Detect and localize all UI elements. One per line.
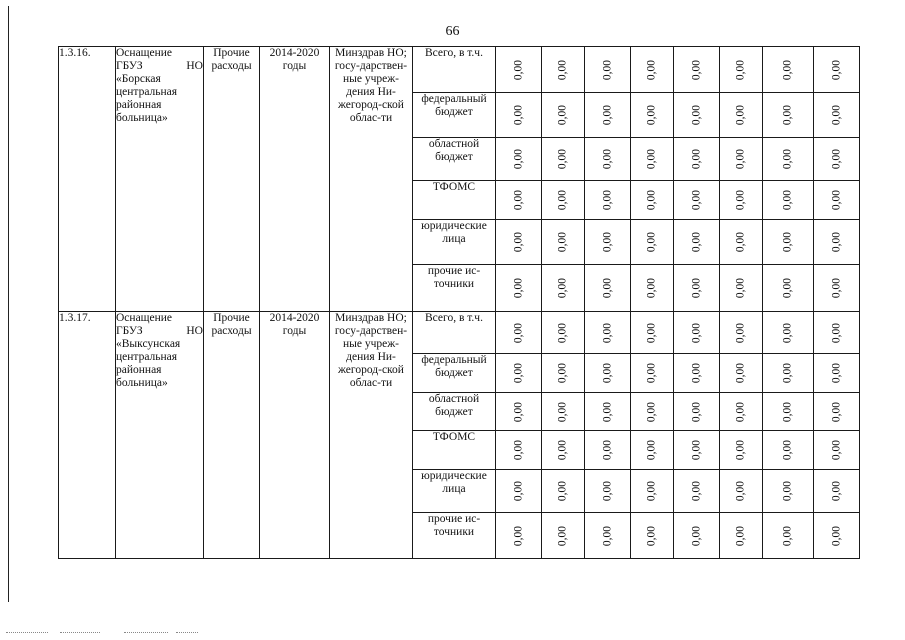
value-text: 0,00 [734,480,747,502]
value-cell [763,220,814,265]
value-text: 0,00 [601,362,613,384]
item-code-text: 1.3.16. [59,47,91,59]
value-text: 0,00 [645,104,658,126]
value-text: 0,00 [645,189,658,211]
years-period-text: 2014-2020 годы [269,312,320,337]
value-text: 0,00 [645,231,658,253]
funding-source [413,138,496,181]
value-text: 0,00 [601,525,613,546]
page-number: 66 [445,24,460,39]
value-cell [814,513,860,559]
value-cell [496,470,542,513]
value-cell [631,513,674,559]
value-text: 0,00 [690,277,702,299]
value-text: 0,00 [512,362,524,384]
value-cell [763,354,814,393]
value-cell [814,181,860,220]
value-text: 0,00 [601,439,613,461]
value-cell [720,431,763,470]
value-cell [585,93,631,138]
expense-type [204,312,260,559]
value-text: 0,00 [645,401,658,422]
item-name-line2-left: ГБУЗ [116,60,143,72]
value-text: 0,00 [556,59,569,80]
value-cell [631,312,674,354]
funding-source-label: областной бюджет [428,138,480,163]
value-text: 0,00 [645,439,658,461]
value-text: 0,00 [601,189,613,211]
value-text: 0,00 [781,231,794,253]
value-text: 0,00 [556,104,569,126]
value-cell [720,93,763,138]
value-cell [542,431,585,470]
value-text: 0,00 [556,189,569,211]
funding-source [413,393,496,431]
item-name [116,47,204,312]
value-text: 0,00 [512,231,524,253]
value-cell [585,181,631,220]
value-text: 0,00 [645,148,658,170]
value-cell [720,513,763,559]
value-text: 0,00 [512,104,524,126]
budget-table [58,46,860,559]
value-cell [542,265,585,312]
expense-type-text: Прочие расходы [211,47,252,72]
value-text: 0,00 [601,59,613,80]
value-text: 0,00 [645,59,658,80]
value-cell [720,354,763,393]
value-text: 0,00 [830,401,842,422]
value-text: 0,00 [734,148,747,170]
value-text: 0,00 [512,277,524,299]
value-cell [631,181,674,220]
value-text: 0,00 [781,362,794,384]
value-text: 0,00 [830,59,842,80]
value-text: 0,00 [734,189,747,211]
value-cell [631,470,674,513]
value-text: 0,00 [601,148,613,170]
funding-source [413,47,496,93]
years-period [260,47,330,312]
funding-source [413,470,496,513]
value-text: 0,00 [645,277,658,299]
value-cell [631,431,674,470]
value-text: 0,00 [690,362,702,384]
value-cell [585,138,631,181]
value-text: 0,00 [690,189,702,211]
item-code [59,47,116,312]
funding-source-label: прочие ис-точники [427,513,481,538]
value-text: 0,00 [830,231,842,253]
value-cell [496,312,542,354]
value-cell [496,93,542,138]
value-cell [631,354,674,393]
value-text: 0,00 [734,104,747,126]
left-margin-rule [8,6,9,602]
funding-source [413,93,496,138]
executor [330,47,413,312]
funding-source-label: прочие ис-точники [427,265,481,290]
value-text: 0,00 [734,401,747,422]
value-text: 0,00 [556,439,569,461]
value-text: 0,00 [830,439,842,461]
funding-source-label: юридические лица [421,220,487,245]
item-code-text: 1.3.17. [59,312,91,324]
value-text: 0,00 [645,480,658,502]
funding-source-label: федеральный бюджет [421,354,487,379]
funding-source [413,220,496,265]
value-cell [674,93,720,138]
value-cell [763,47,814,93]
value-cell [814,265,860,312]
value-cell [814,354,860,393]
value-cell [814,220,860,265]
value-cell [542,393,585,431]
value-cell [585,393,631,431]
value-cell [585,312,631,354]
value-text: 0,00 [690,59,702,80]
value-text: 0,00 [645,322,658,343]
funding-source-label: областной бюджет [428,393,480,418]
value-cell [631,393,674,431]
value-text: 0,00 [734,59,747,80]
value-cell [674,354,720,393]
value-cell [720,265,763,312]
executor-text: Минздрав НО; госу-дарствен-ные учреж-дения Ни-жегород-ской облас-ти [334,47,408,124]
value-cell [763,93,814,138]
value-cell [814,312,860,354]
value-text: 0,00 [734,439,747,461]
funding-source [413,513,496,559]
value-cell [763,470,814,513]
item-name-rest: «Борская центральная районная больница» [116,73,178,124]
funding-source [413,431,496,470]
value-text: 0,00 [645,525,658,546]
value-cell [496,47,542,93]
value-text: 0,00 [781,480,794,502]
value-cell [674,181,720,220]
funding-source [413,265,496,312]
value-cell [674,513,720,559]
value-cell [720,393,763,431]
value-cell [763,312,814,354]
value-text: 0,00 [734,231,747,253]
value-text: 0,00 [690,148,702,170]
value-text: 0,00 [512,525,524,546]
value-text: 0,00 [601,231,613,253]
value-text: 0,00 [781,277,794,299]
value-text: 0,00 [556,480,569,502]
value-cell [720,138,763,181]
expense-type-text: Прочие расходы [211,312,252,337]
value-text: 0,00 [830,362,842,384]
funding-source-label: федеральный бюджет [421,93,487,118]
value-cell [763,265,814,312]
item-name-line2-right: НО [186,60,203,72]
value-cell [496,354,542,393]
value-cell [496,265,542,312]
value-text: 0,00 [781,439,794,461]
value-text: 0,00 [512,401,524,422]
value-text: 0,00 [830,480,842,502]
value-text: 0,00 [556,525,569,546]
value-cell [542,220,585,265]
value-cell [542,93,585,138]
value-cell [496,393,542,431]
value-text: 0,00 [830,277,842,299]
value-text: 0,00 [512,439,524,461]
value-text: 0,00 [734,277,747,299]
footer-dotted-line [60,632,100,633]
value-text: 0,00 [645,362,658,384]
value-cell [763,393,814,431]
item-name-rest: «Выксунская центральная районная больница» [116,338,181,389]
value-text: 0,00 [601,401,613,422]
value-text: 0,00 [601,104,613,126]
value-cell [814,431,860,470]
value-text: 0,00 [830,104,842,126]
value-text: 0,00 [556,277,569,299]
value-text: 0,00 [781,189,794,211]
value-cell [631,265,674,312]
value-cell [814,138,860,181]
executor-text: Минздрав НО; госу-дарствен-ные учреж-дения Ни-жегород-ской облас-ти [334,312,408,389]
item-code [59,312,116,559]
value-cell [674,431,720,470]
value-cell [720,312,763,354]
value-cell [585,265,631,312]
table-row [59,312,860,354]
table-row [59,47,860,93]
value-cell [674,138,720,181]
footer-dotted-line [6,632,48,633]
value-text: 0,00 [781,148,794,170]
value-cell [720,181,763,220]
value-cell [674,312,720,354]
value-text: 0,00 [556,231,569,253]
value-text: 0,00 [512,322,524,343]
value-cell [763,138,814,181]
value-cell [496,220,542,265]
value-cell [585,220,631,265]
value-cell [763,181,814,220]
value-text: 0,00 [734,322,747,343]
value-cell [585,47,631,93]
value-cell [631,220,674,265]
funding-source [413,312,496,354]
value-text: 0,00 [781,104,794,126]
value-cell [542,138,585,181]
value-cell [763,431,814,470]
funding-source-label: ТФОМС [432,431,476,443]
value-cell [542,354,585,393]
expense-type [204,47,260,312]
value-cell [585,431,631,470]
value-text: 0,00 [512,59,524,80]
value-text: 0,00 [781,322,794,343]
value-text: 0,00 [601,277,613,299]
executor [330,312,413,559]
value-cell [674,470,720,513]
funding-source-label: ТФОМС [432,181,476,193]
value-cell [496,513,542,559]
item-name-line1: Оснащение [116,47,173,59]
value-text: 0,00 [830,525,842,546]
value-cell [674,220,720,265]
item-name [116,312,204,559]
value-text: 0,00 [690,480,702,502]
years-period-text: 2014-2020 годы [269,47,320,72]
footer-dotted-line [176,632,198,633]
value-cell [496,181,542,220]
years-period [260,312,330,559]
item-name-line2-right: НО [186,325,203,337]
value-text: 0,00 [601,480,613,502]
item-name-line2-left: ГБУЗ [116,325,143,337]
value-text: 0,00 [556,148,569,170]
value-text: 0,00 [556,401,569,422]
value-text: 0,00 [734,362,747,384]
value-cell [496,431,542,470]
funding-source-label: юридические лица [421,470,487,495]
value-cell [542,181,585,220]
footer-dotted-line [124,632,168,633]
value-cell [585,470,631,513]
value-cell [720,470,763,513]
value-text: 0,00 [734,525,747,546]
value-text: 0,00 [690,525,702,546]
value-cell [496,138,542,181]
value-text: 0,00 [830,322,842,343]
value-text: 0,00 [601,322,613,343]
value-cell [542,312,585,354]
value-cell [585,354,631,393]
value-cell [542,470,585,513]
value-text: 0,00 [690,231,702,253]
value-cell [674,265,720,312]
value-text: 0,00 [690,104,702,126]
funding-source-label: Всего, в т.ч. [425,312,483,324]
value-text: 0,00 [690,322,702,343]
value-text: 0,00 [512,480,524,502]
value-text: 0,00 [781,401,794,422]
value-cell [631,47,674,93]
value-text: 0,00 [690,439,702,461]
value-text: 0,00 [512,148,524,170]
value-cell [720,220,763,265]
value-cell [542,47,585,93]
value-cell [674,47,720,93]
value-cell [631,138,674,181]
funding-source [413,181,496,220]
value-text: 0,00 [781,59,794,80]
value-cell [814,393,860,431]
value-text: 0,00 [512,189,524,211]
value-cell [585,513,631,559]
value-text: 0,00 [830,148,842,170]
value-text: 0,00 [690,401,702,422]
value-cell [720,47,763,93]
value-cell [814,470,860,513]
funding-source [413,354,496,393]
value-cell [631,93,674,138]
value-text: 0,00 [830,189,842,211]
funding-source-label: Всего, в т.ч. [425,47,483,59]
value-cell [542,513,585,559]
value-text: 0,00 [556,322,569,343]
value-text: 0,00 [556,362,569,384]
value-cell [763,513,814,559]
value-cell [814,93,860,138]
value-text: 0,00 [781,525,794,546]
item-name-line1: Оснащение [116,312,173,324]
value-cell [674,393,720,431]
value-cell [814,47,860,93]
